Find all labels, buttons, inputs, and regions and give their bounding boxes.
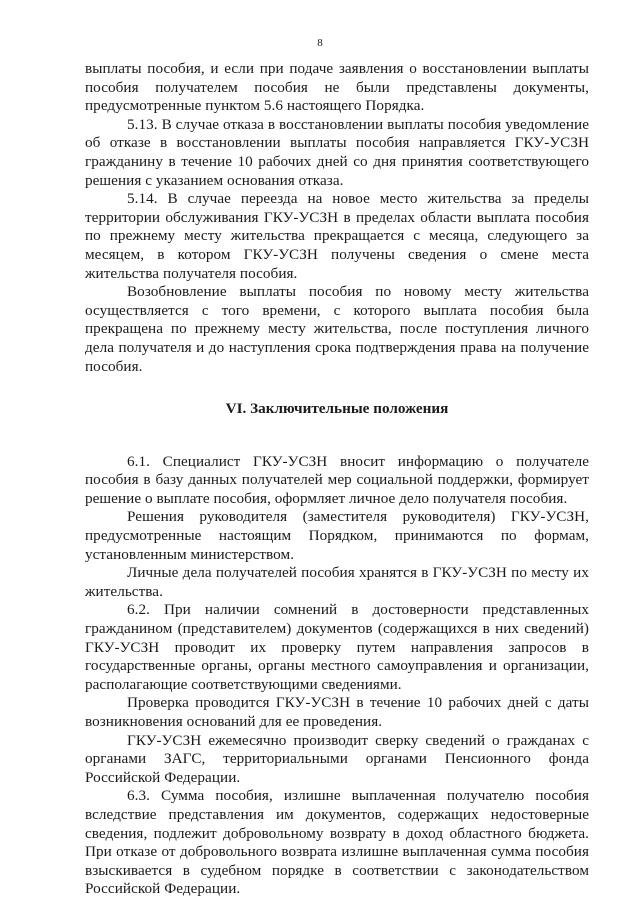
paragraph-6-3: 6.3. Сумма пособия, излишне выплаченная получателю пособия вследствие представления им документов, содержащих недостоверные сведения, подлежит добровольному возврату в доход областного бюджета. При отказе от добровольного возврата излишне выплаченная сумма пособия взыскивается в судебном порядке в соответствии с законодательством Российской Федерации.	[85, 787, 589, 898]
paragraph-decisions: Решения руководителя (заместителя руководителя) ГКУ-УСЗН, предусмотренные настоящим Порядком, принимаются по формам, установленным министерством.	[85, 508, 589, 563]
paragraph-verification-term: Проверка проводится ГКУ-УСЗН в течение 10 рабочих дней с даты возникновения оснований для ее проведения.	[85, 694, 589, 730]
paragraph-continuation: выплаты пособия, и если при подаче заявления о восстановлении выплаты пособия получателем пособия не были представлены документы, предусмотренные пунктом 5.6 настоящего Порядка.	[85, 60, 589, 115]
section-spacer	[85, 376, 589, 400]
document-body	[85, 60, 589, 899]
paragraph-personal-files: Личные дела получателей пособия хранятся в ГКУ-УСЗН по месту их жительства.	[85, 564, 589, 600]
paragraph-resumption: Возобновление выплаты пособия по новому месту жительства осуществляется с того времени, с которого выплата пособия была прекращена по прежнему месту жительства, после поступления личного дела получателя и до наступления срока подтверждения права на получение пособия.	[85, 283, 589, 375]
paragraph-6-1: 6.1. Специалист ГКУ-УСЗН вносит информацию о получателе пособия в базу данных получателей мер социальной поддержки, формирует решение о выплате пособия, оформляет личное дело получателя пособия.	[85, 452, 589, 507]
paragraph-5-13: 5.13. В случае отказа в восстановлении выплаты пособия уведомление об отказе в восстановлении выплаты пособия направляется ГКУ-УСЗН гражданину в течение 10 рабочих дней со дня принятия соответствующего решения с указанием основания отказа.	[85, 115, 589, 189]
paragraph-6-2: 6.2. При наличии сомнений в достоверности представленных гражданином (представителем) документов (содержащихся в них сведений) ГКУ-УСЗН проводит их проверку путем направления запросов в государственные органы, органы местного самоуправления и организации, располагающие соответствующими сведениями.	[85, 601, 589, 693]
section-heading: VI. Заключительные положения	[225, 400, 449, 418]
page-number: 8	[317, 37, 323, 49]
paragraph-5-14: 5.14. В случае переезда на новое место жительства за пределы территории обслуживания ГКУ-УСЗН в пределах области выплата пособия по прежнему месту жительства прекращается с месяца, следующего за месяцем, в котором ГКУ-УСЗН получены сведения о смене места жительства получателя пособия.	[85, 190, 589, 282]
paragraph-monthly-reconciliation: ГКУ-УСЗН ежемесячно производит сверку сведений о гражданах с органами ЗАГС, территориальными органами Пенсионного фонда Российской Федерации.	[85, 731, 589, 786]
section-spacer	[85, 419, 589, 453]
